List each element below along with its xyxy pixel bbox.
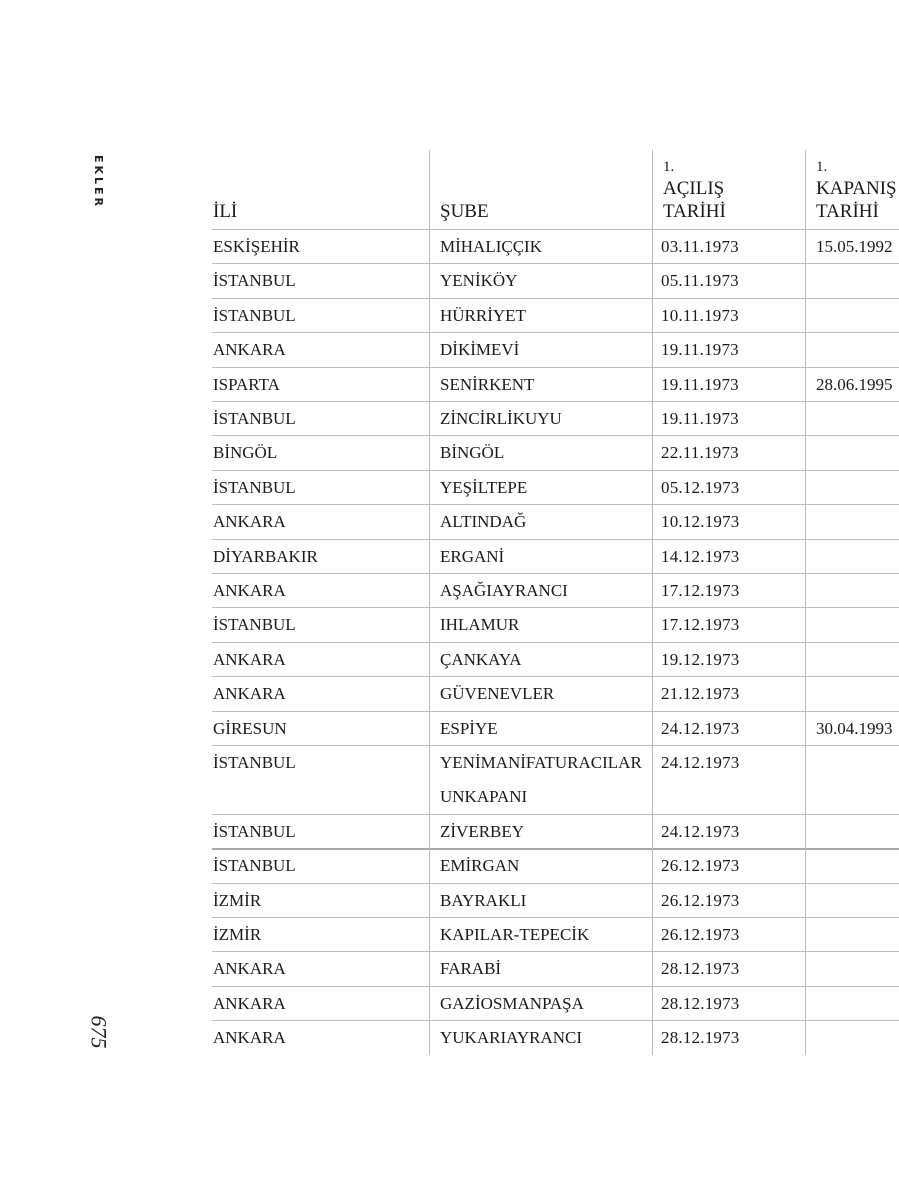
- cell-sube-line1: YUKARIAYRANCI: [440, 1028, 582, 1048]
- table-row: [212, 547, 899, 573]
- cell-il: İZMİR: [213, 890, 262, 910]
- row-divider: [212, 504, 899, 505]
- cell-acilis: 24.12.1973: [661, 753, 740, 772]
- cell-sube-line1: GAZİOSMANPAŞA: [440, 993, 584, 1013]
- table-row: [212, 615, 899, 641]
- cell-acilis: 26.12.1973: [661, 925, 740, 944]
- cell-sube: [440, 753, 642, 807]
- cell-sube-line1: ESPİYE: [440, 718, 498, 738]
- cell-sube-line1: ZİNCİRLİKUYU: [440, 409, 562, 428]
- header-kapanis-number: 1.: [816, 159, 828, 175]
- cell-il: ANKARA: [213, 340, 286, 360]
- table-row: [212, 409, 899, 435]
- cell-acilis: 26.12.1973: [661, 890, 740, 910]
- table-row: [212, 443, 899, 469]
- cell-sube-line1: EMİRGAN: [440, 856, 520, 876]
- cell-il: ANKARA: [213, 959, 286, 979]
- table-row: [212, 271, 899, 297]
- cell-sube-line1: ALTINDAĞ: [440, 512, 527, 532]
- cell-sube-line1: SENİRKENT: [440, 374, 535, 394]
- cell-sube-line1: FARABİ: [440, 959, 502, 979]
- cell-sube: [440, 925, 589, 945]
- table-row: [212, 891, 899, 917]
- cell-sube: [440, 547, 504, 567]
- cell-sube: [440, 375, 534, 395]
- table-row: [212, 650, 899, 676]
- header-acilis-line2: TARİHİ: [663, 201, 726, 222]
- cell-il: BİNGÖL: [213, 443, 278, 463]
- cell-acilis: 17.12.1973: [661, 615, 740, 635]
- cell-acilis: 05.12.1973: [661, 477, 740, 497]
- cell-il: ANKARA: [213, 993, 286, 1013]
- cell-sube-line1: GÜVENEVLER: [440, 684, 555, 704]
- table-row: [212, 512, 899, 538]
- cell-sube-line1: IHLAMUR: [440, 615, 520, 635]
- header-sube-label: ŞUBE: [440, 201, 489, 222]
- column-divider: [429, 229, 430, 1055]
- table-row: [212, 581, 899, 607]
- cell-il: ANKARA: [213, 512, 286, 532]
- cell-sube: [440, 478, 527, 498]
- cell-acilis: 14.12.1973: [661, 546, 740, 566]
- row-divider: [212, 848, 899, 850]
- cell-acilis: 03.11.1973: [661, 237, 739, 256]
- table-row: [212, 925, 899, 951]
- page-number-text: 675: [86, 1015, 111, 1049]
- cell-sube-line1: DİKİMEVİ: [440, 340, 520, 360]
- table-row: [212, 306, 899, 332]
- cell-sube-line1: YENİMANİFATURACILAR: [440, 753, 642, 772]
- table-row: [212, 856, 899, 882]
- cell-sube: [440, 306, 526, 326]
- cell-sube: [440, 409, 562, 429]
- cell-sube: [440, 340, 519, 360]
- table-row: [212, 684, 899, 710]
- row-divider: [212, 642, 899, 643]
- row-divider: [212, 401, 899, 402]
- cell-sube: [440, 959, 501, 979]
- cell-il: İSTANBUL: [213, 821, 296, 841]
- header-il-label: İLİ: [213, 201, 238, 222]
- row-divider: [212, 711, 899, 712]
- cell-il: İSTANBUL: [213, 753, 296, 772]
- row-divider: [212, 435, 899, 436]
- cell-sube: [440, 719, 498, 739]
- cell-sube-line1: YENİKÖY: [440, 271, 518, 291]
- cell-acilis: 10.11.1973: [661, 305, 739, 325]
- header-acilis-line1: AÇILIŞ: [663, 178, 725, 199]
- cell-sube: [440, 650, 522, 670]
- header-kapanis-line1: KAPANIŞ: [816, 178, 897, 199]
- cell-acilis: 28.12.1973: [661, 1028, 740, 1048]
- row-divider: [212, 1020, 899, 1021]
- cell-kapanis: 28.06.1995: [816, 374, 893, 394]
- cell-il: ESKİŞEHİR: [213, 237, 300, 256]
- header-il: [212, 150, 429, 229]
- cell-sube-line1: MİHALIÇÇIK: [440, 237, 542, 256]
- header-acilis: [652, 150, 805, 229]
- table-row: [212, 375, 899, 401]
- table-row: [212, 478, 899, 504]
- row-divider: [212, 951, 899, 952]
- cell-il: İSTANBUL: [213, 477, 296, 497]
- cell-sube: [440, 684, 554, 704]
- cell-il: İZMİR: [213, 925, 262, 944]
- cell-sube-line1: BAYRAKLI: [440, 890, 527, 910]
- cell-sube: [440, 994, 584, 1014]
- cell-acilis: 19.11.1973: [661, 409, 739, 428]
- table-row: [212, 237, 899, 263]
- cell-kapanis: 15.05.1992: [816, 237, 893, 256]
- cell-il: DİYARBAKIR: [213, 546, 318, 566]
- cell-sube-line1: AŞAĞIAYRANCI: [440, 581, 568, 600]
- cell-sube: [440, 1028, 582, 1048]
- cell-acilis: 24.12.1973: [661, 718, 740, 738]
- header-sube: [429, 150, 652, 229]
- cell-sube: [440, 615, 519, 635]
- row-divider: [212, 229, 899, 230]
- cell-acilis: 10.12.1973: [661, 512, 740, 532]
- cell-il: İSTANBUL: [213, 856, 296, 876]
- row-divider: [212, 917, 899, 918]
- cell-il: İSTANBUL: [213, 615, 296, 635]
- cell-sube-line1: YEŞİLTEPE: [440, 477, 528, 497]
- row-divider: [212, 676, 899, 677]
- table-row: [212, 719, 899, 745]
- cell-il: ANKARA: [213, 684, 286, 704]
- row-divider: [212, 745, 899, 746]
- cell-sube-line1: HÜRRİYET: [440, 305, 526, 325]
- cell-sube: [440, 822, 524, 842]
- table-row: [212, 753, 899, 814]
- cell-acilis: 22.11.1973: [661, 443, 739, 463]
- column-divider: [652, 229, 653, 1055]
- cell-sube: [440, 237, 542, 257]
- cell-acilis: 19.12.1973: [661, 649, 740, 669]
- table-row: [212, 1028, 899, 1054]
- cell-il: İSTANBUL: [213, 271, 296, 291]
- cell-acilis: 19.11.1973: [661, 340, 739, 360]
- row-divider: [212, 539, 899, 540]
- header-acilis-number: 1.: [663, 159, 675, 175]
- cell-il: ANKARA: [213, 581, 286, 600]
- row-divider: [212, 986, 899, 987]
- cell-il: ANKARA: [213, 649, 286, 669]
- row-divider: [212, 470, 899, 471]
- cell-sube-line1: ERGANİ: [440, 546, 505, 566]
- cell-sube-line1: BİNGÖL: [440, 443, 505, 463]
- cell-il: GİRESUN: [213, 718, 287, 738]
- header-kapanis: [805, 150, 899, 229]
- cell-il: İSTANBUL: [213, 305, 296, 325]
- column-divider: [805, 229, 806, 1055]
- cell-acilis: 24.12.1973: [661, 821, 740, 841]
- cell-sube: [440, 856, 519, 876]
- cell-acilis: 28.12.1973: [661, 993, 740, 1013]
- cell-sube: [440, 581, 568, 601]
- row-divider: [212, 298, 899, 299]
- cell-il: ANKARA: [213, 1028, 286, 1048]
- cell-acilis: 17.12.1973: [661, 581, 740, 600]
- table-row: [212, 959, 899, 985]
- cell-acilis: 26.12.1973: [661, 856, 740, 876]
- cell-sube: [440, 443, 504, 463]
- cell-sube: [440, 271, 517, 291]
- cell-sube: [440, 891, 526, 911]
- row-divider: [212, 332, 899, 333]
- cell-acilis: 19.11.1973: [661, 374, 739, 394]
- cell-sube-line1: KAPILAR-TEPECİK: [440, 925, 590, 944]
- section-label: EKLER: [92, 155, 105, 210]
- table-row: [212, 822, 899, 848]
- cell-sube-line1: ÇANKAYA: [440, 649, 522, 669]
- row-divider: [212, 263, 899, 264]
- row-divider: [212, 607, 899, 608]
- table-row: [212, 340, 899, 366]
- table-row: [212, 994, 899, 1020]
- row-divider: [212, 367, 899, 368]
- cell-il: İSTANBUL: [213, 409, 296, 428]
- row-divider: [212, 573, 899, 574]
- row-divider: [212, 814, 899, 815]
- cell-sube-line2: UNKAPANI: [440, 787, 528, 806]
- cell-sube: [440, 512, 526, 532]
- cell-acilis: 21.12.1973: [661, 684, 740, 704]
- row-divider: [212, 883, 899, 884]
- cell-sube-line1: ZİVERBEY: [440, 821, 525, 841]
- cell-il: ISPARTA: [213, 374, 280, 394]
- cell-acilis: 28.12.1973: [661, 959, 740, 979]
- cell-acilis: 05.11.1973: [661, 271, 739, 291]
- header-kapanis-line2: TARİHİ: [816, 201, 879, 222]
- cell-kapanis: 30.04.1993: [816, 718, 893, 738]
